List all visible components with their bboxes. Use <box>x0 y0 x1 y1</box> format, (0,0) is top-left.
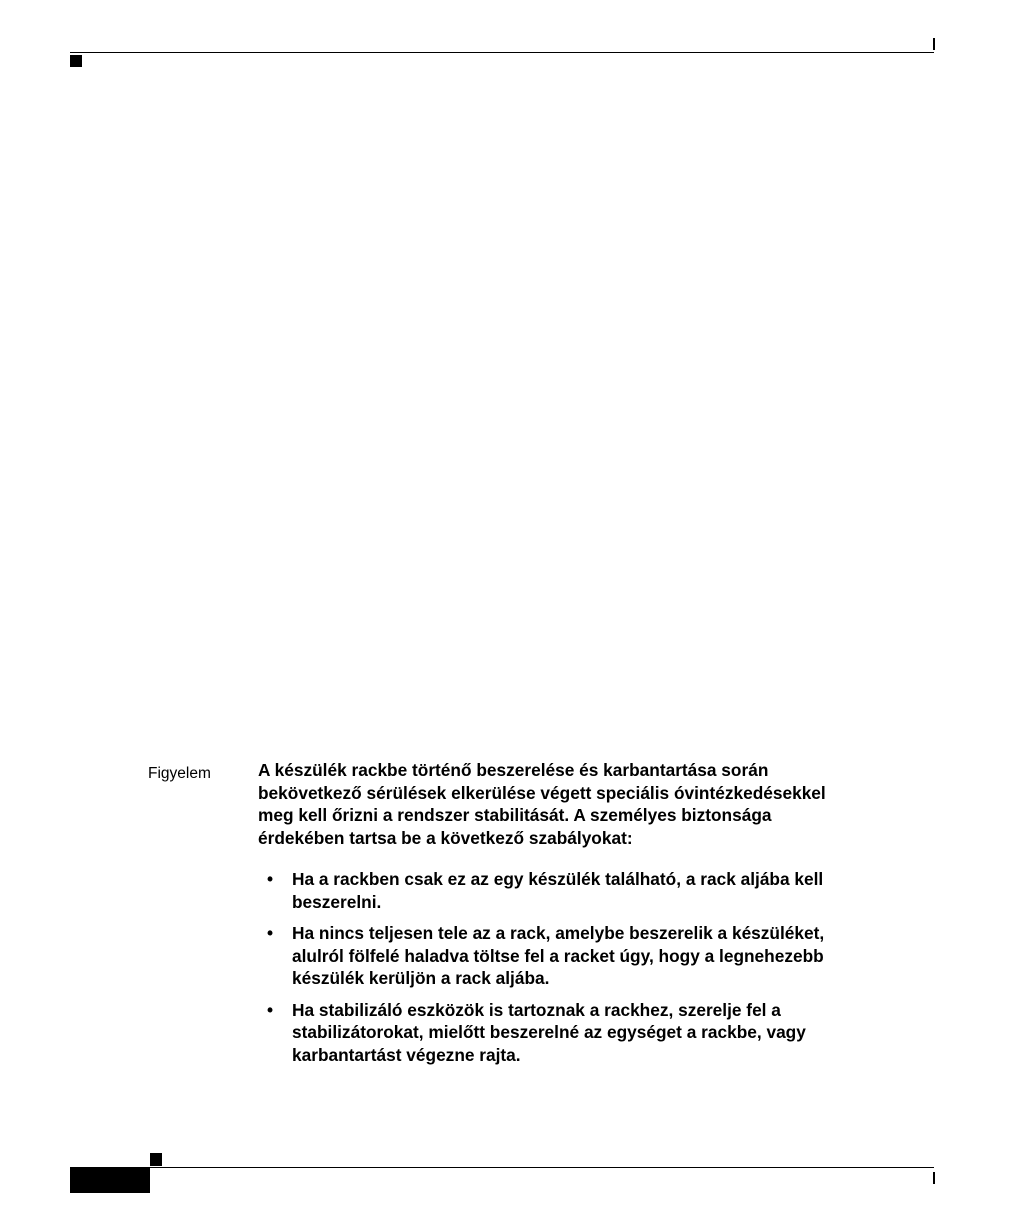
list-item-line: karbantartást végezne rajta. <box>292 1044 521 1065</box>
list-item-line: Ha a rackben csak ez az egy készülék található, a rack aljába kell <box>292 869 824 889</box>
list-item-text <box>292 999 898 1067</box>
footer-page-tab <box>70 1168 150 1193</box>
note-intro-line: bekövetkező sérülések elkerülése végett speciális óvintézkedésekkel <box>258 782 826 803</box>
list-item-line: készülék kerüljön a rack aljába. <box>292 968 550 988</box>
list-item-text <box>292 868 898 913</box>
note-intro-line: érdekében tartsa be a következő szabályokat: <box>258 827 633 848</box>
header-right-tick <box>933 38 935 50</box>
bullet-icon: • <box>267 923 274 943</box>
footer-rule <box>70 1167 934 1168</box>
list-item-line: alulról fölfelé haladva töltse fel a racket úgy, hogy a legnehezebb <box>292 945 824 966</box>
list-item-line: Ha stabilizáló eszközök is tartoznak a rackhez, szerelje fel a <box>292 999 781 1020</box>
bullet-icon: • <box>267 999 274 1020</box>
footer-square-mark <box>150 1153 162 1166</box>
note-intro-line: meg kell őrizni a rendszer stabilitását. A személyes biztonsága <box>258 805 772 825</box>
header-corner-mark <box>70 55 82 67</box>
note-label: Figyelem <box>148 765 211 782</box>
bullet-icon: • <box>267 869 274 889</box>
list-item <box>258 999 898 1067</box>
warning-note <box>258 759 898 1075</box>
footer-right-tick <box>933 1172 935 1184</box>
list-item <box>258 868 898 913</box>
header-rule <box>70 52 934 53</box>
list-item-text <box>292 922 898 990</box>
note-intro-line: A készülék rackbe történő beszerelése és karbantartása során <box>258 760 769 780</box>
note-intro <box>258 759 898 849</box>
list-item-line: stabilizátorokat, mielőtt beszerelné az egységet a rackbe, vagy <box>292 1022 806 1042</box>
list-item-line: Ha nincs teljesen tele az a rack, amelybe beszerelik a készüléket, <box>292 923 825 943</box>
list-item <box>258 922 898 990</box>
safety-rules-list <box>258 868 898 1066</box>
list-item-line: beszerelni. <box>292 891 382 912</box>
